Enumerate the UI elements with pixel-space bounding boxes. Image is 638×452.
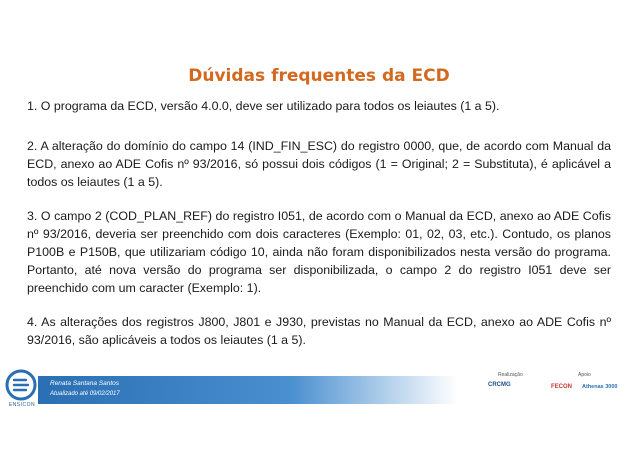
content-body: [27, 97, 611, 365]
crcmg-logo: CRCMG: [488, 382, 511, 388]
author-name: Renata Santana Santos: [50, 380, 120, 387]
updated-date: Atualizado até 09/02/2017: [50, 391, 120, 397]
athenas-logo: Athenas 3000: [582, 384, 618, 390]
realizacao-label: Realização: [498, 372, 523, 378]
ensicon-logo-icon: [4, 368, 38, 402]
fecon-logo: FECON: [551, 384, 572, 390]
paragraph-3: 3. O campo 2 (COD_PLAN_REF) do registro I051, de acordo com o Manual da ECD, anexo ao ADE Cofis nº 93/2016, deveria ser preenchido com dois caracteres (Exemplo: 01, 02, 03, etc.). Contudo, os planos P100B e P150B, que utilizariam código 10, ainda não foram disponibilizados nesta versão do programa. Portanto, até nova versão do programa ser disponibilizada, o campo 2 do registro I051 deve ser preenchido com um caracter (Exemplo: 1).: [27, 209, 611, 295]
paragraph-2: 2. A alteração do domínio do campo 14 (IND_FIN_ESC) do registro 0000, que, de acordo com Manual da ECD, anexo ao ADE Cofis nº 93/2016, só possui dois códigos (1 = Original; 2 = Substituta), é aplicável a todos os leiautes (1 a 5).: [27, 139, 611, 189]
paragraph-1: 1. O programa da ECD, versão 4.0.0, deve ser utilizado para todos os leiautes (1 a 5).: [27, 99, 500, 113]
paragraph-4: 4. As alterações dos registros J800, J801 e J930, previstas no Manual da ECD, anexo ao ADE Cofis nº 93/2016, são aplicáveis a todos os leiautes (1 a 5).: [27, 315, 611, 347]
logo-text: ENSICON: [8, 402, 36, 408]
apoio-label: Apoio: [578, 372, 591, 378]
page-title: Dúvidas frequentes da ECD: [188, 66, 450, 86]
